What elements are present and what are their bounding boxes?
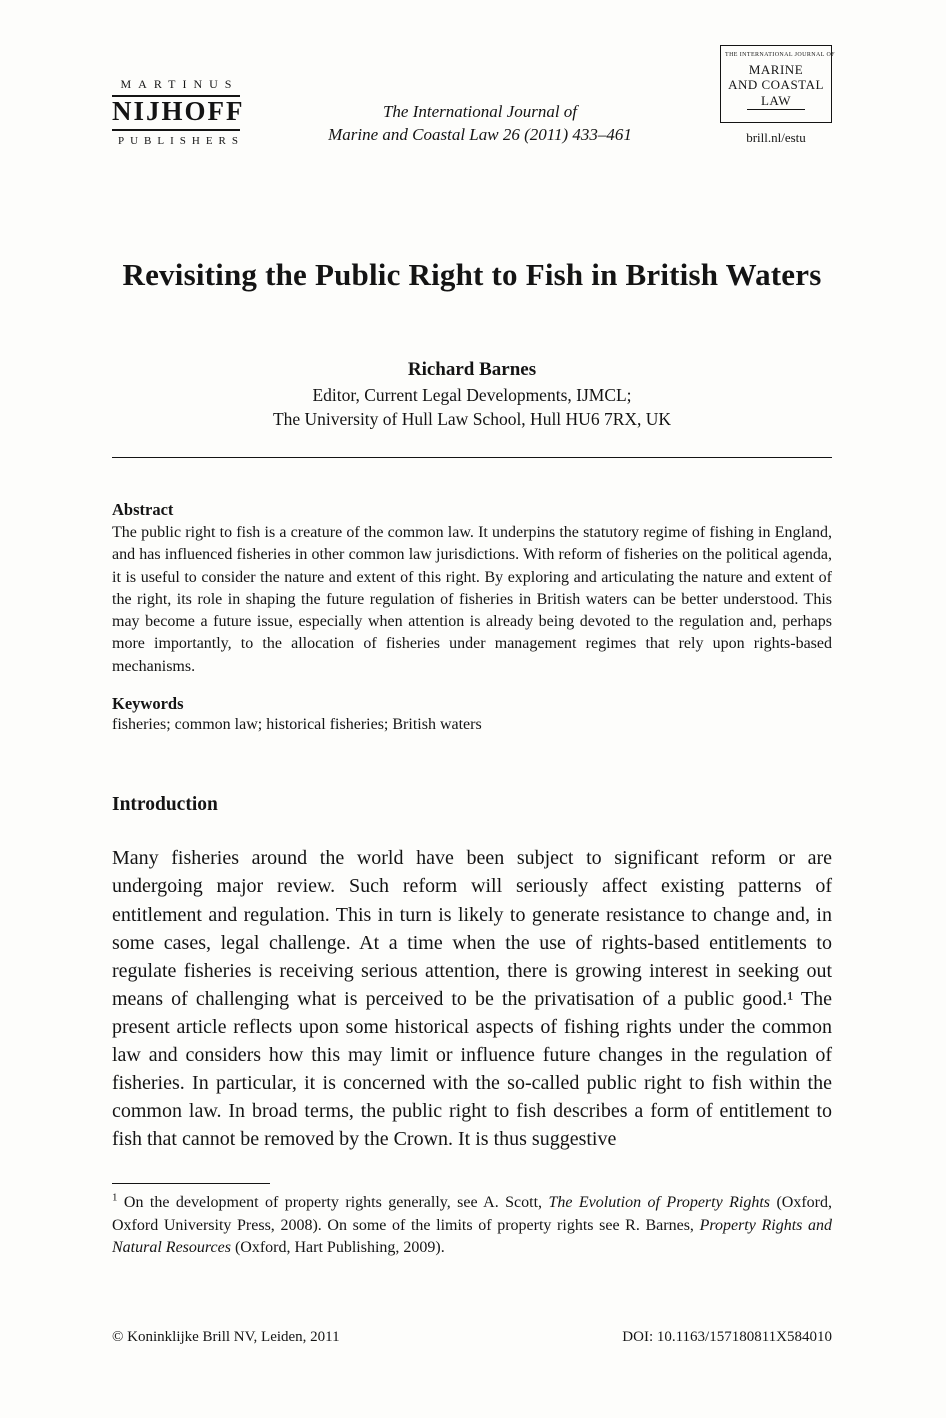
journal-logo-line3: LAW	[747, 93, 805, 110]
footnote	[112, 1192, 832, 1259]
article-title: Revisiting the Public Right to Fish in British Waters	[122, 257, 822, 292]
publisher-name-main: NIJHOFF	[112, 95, 240, 131]
journal-logo-line2: AND COASTAL	[728, 77, 824, 92]
footnote-book-title-2: Property Rights and Natural Resources	[112, 1216, 833, 1256]
abstract-section	[112, 500, 832, 678]
publisher-name-bottom: PUBLISHERS	[118, 134, 245, 147]
keywords-heading: Keywords	[112, 694, 184, 714]
abstract-heading: Abstract	[112, 500, 174, 519]
title-divider	[112, 457, 832, 458]
author-affiliation-line1: Editor, Current Legal Developments, IJMCL;	[312, 385, 632, 405]
author-name: Richard Barnes	[407, 359, 537, 380]
introduction-heading: Introduction	[112, 794, 218, 816]
keywords-section	[112, 694, 832, 736]
doi: DOI: 10.1163/157180811X584010	[622, 1329, 832, 1345]
publisher-name-top: MARTINUS	[120, 77, 239, 91]
martinus-nijhoff-publisher-logo	[112, 77, 245, 147]
footnote-marker: 1	[112, 1192, 118, 1205]
footnote-divider	[112, 1183, 270, 1184]
author-affiliation	[112, 383, 832, 431]
introduction-paragraph: Many fisheries around the world have been subject to significant reform or are undergoing major review. Such reform will seriously affect existing patterns of entitlement and regulation. This in turn is likely to generate resistance to change and, in some cases, legal challenge. At a time when the use of rights-based entitlements to regulate fisheries is receiving serious attention, there is growing interest in seeking out means of challenging what is perceived to be the privatisation of a public good.¹ The present article reflects upon some historical aspects of fishing rights under the common law and considers how this may limit or influence future changes in the regulation of fisheries. In particular, it is concerned with the so-called public right to fish within the common law. In broad terms, the public right to fish describes a form of entitlement to fish that cannot be removed by the Crown. It is thus suggestive	[112, 847, 832, 1151]
journal-url: brill.nl/estu	[746, 130, 806, 145]
journal-citation-line1: The International Journal of	[382, 102, 578, 121]
journal-citation	[240, 100, 720, 146]
journal-logo-line1: MARINE	[748, 62, 804, 77]
keywords-text: fisheries; common law; historical fisheries; British waters	[112, 716, 482, 734]
page-footer	[112, 1329, 832, 1346]
abstract-text: The public right to fish is a creature of the common law. It underpins the statutory regime of fishing in England, and has influenced fisheries in other common law jurisdictions. With reform of fisheries on the political agenda, it is useful to consider the nature and extent of this right. By exploring and articulating the nature and extent of the right, its role in shaping the future regulation of fisheries in British waters can be better understood. This may become a future issue, especially when attention is already being devoted to the regulation and, perhaps more importantly, to the allocation of fisheries under management regimes that rely upon rights-based mechanisms.	[112, 524, 832, 675]
journal-logo	[720, 45, 835, 146]
journal-logo-box	[720, 45, 835, 123]
journal-logo-subtitle: THE INTERNATIONAL JOURNAL OF	[725, 52, 835, 58]
journal-header	[112, 45, 835, 175]
footnote-book-title-1: The Evolution of Property Rights	[548, 1194, 771, 1212]
author-block	[112, 359, 832, 431]
footnote-text-part2: (Oxford, Oxford University Press, 2008). On some of the limits of property rights see R. Barnes,	[112, 1194, 833, 1234]
journal-citation-line2: Marine and Coastal Law 26 (2011) 433–461	[328, 125, 632, 144]
footnote-text-part3: (Oxford, Hart Publishing, 2009).	[230, 1239, 445, 1256]
copyright-notice: © Koninklijke Brill NV, Leiden, 2011	[112, 1329, 340, 1345]
author-affiliation-line2: The University of Hull Law School, Hull HU6 7RX, UK	[272, 409, 672, 429]
footnote-text-part1: On the development of property rights generally, see A. Scott,	[117, 1194, 549, 1212]
